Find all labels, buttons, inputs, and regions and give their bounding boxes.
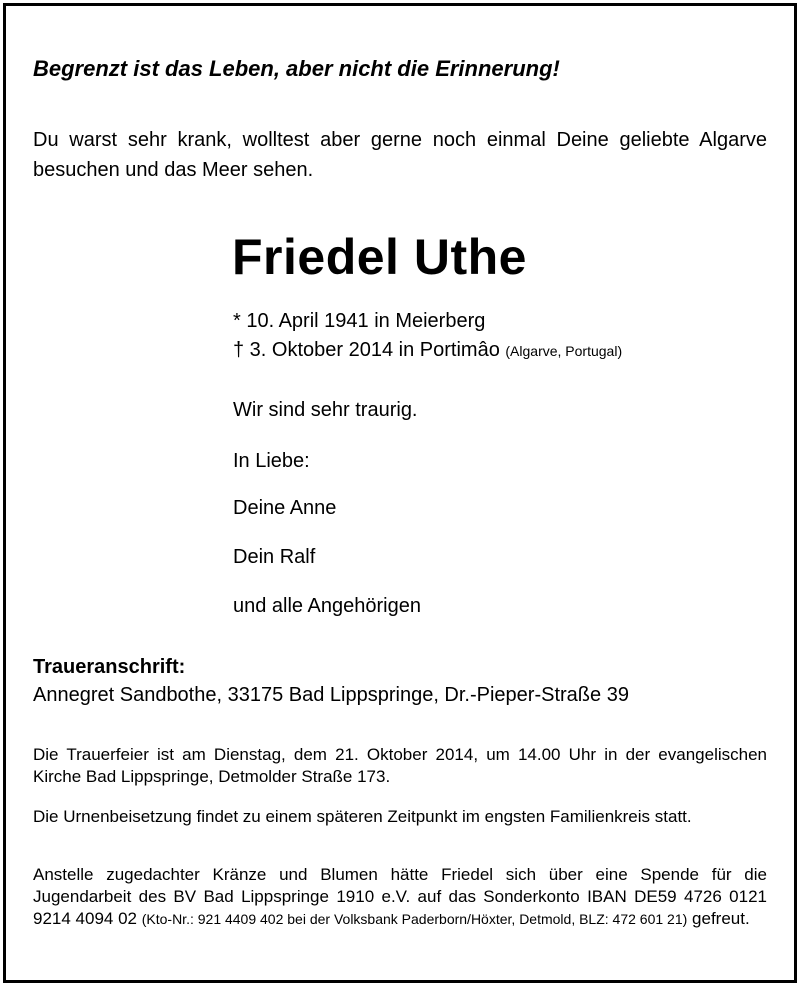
death-note: (Algarve, Portugal): [505, 343, 623, 359]
donation-info: [33, 864, 767, 930]
sentiment-line: Wir sind sehr traurig.: [233, 399, 418, 421]
mourner-name: Deine Anne: [233, 497, 337, 519]
bank-note: (Kto-Nr.: 921 4409 402 bei der Volksbank Paderborn/Höxter, Detmold, BLZ: 472 601 21): [141, 911, 688, 927]
in-love-line: In Liebe:: [233, 450, 310, 472]
donation-ending: gefreut.: [692, 909, 750, 928]
address-title: Traueranschrift:: [33, 656, 186, 678]
intro-text: Du warst sehr krank, wolltest aber gerne noch einmal Deine geliebte Algarve besuchen und das Meer sehen.: [33, 129, 767, 181]
life-dates: [233, 307, 622, 366]
motto: Begrenzt ist das Leben, aber nicht die Erinnerung!: [33, 56, 560, 81]
funeral-info: Die Trauerfeier ist am Dienstag, dem 21. Oktober 2014, um 14.00 Uhr in der evangelischen Kirche Bad Lippspringe, Detmolder Straße 173.: [33, 745, 767, 786]
address-line: Annegret Sandbothe, 33175 Bad Lippspringe, Dr.-Pieper-Straße 39: [33, 684, 629, 706]
donation-text: Anstelle zugedachter Kränze und Blumen hätte Friedel sich über eine Spende für die Jugendarbeit des BV Bad Lippspringe 1910 e.V. auf das Sonderkonto IBAN DE59 4726 0121 9214 4094 02: [33, 865, 767, 928]
death-line: [233, 336, 622, 366]
mourner-name: und alle Angehörigen: [233, 595, 421, 617]
deceased-name: Friedel Uthe: [232, 229, 527, 285]
death-text: † 3. Oktober 2014 in Portimâo: [233, 339, 500, 361]
urn-info: Die Urnenbeisetzung findet zu einem späteren Zeitpunkt im engsten Familienkreis statt.: [33, 807, 692, 826]
mourner-name: Dein Ralf: [233, 546, 316, 568]
birth-line: * 10. April 1941 in Meierberg: [233, 310, 486, 332]
